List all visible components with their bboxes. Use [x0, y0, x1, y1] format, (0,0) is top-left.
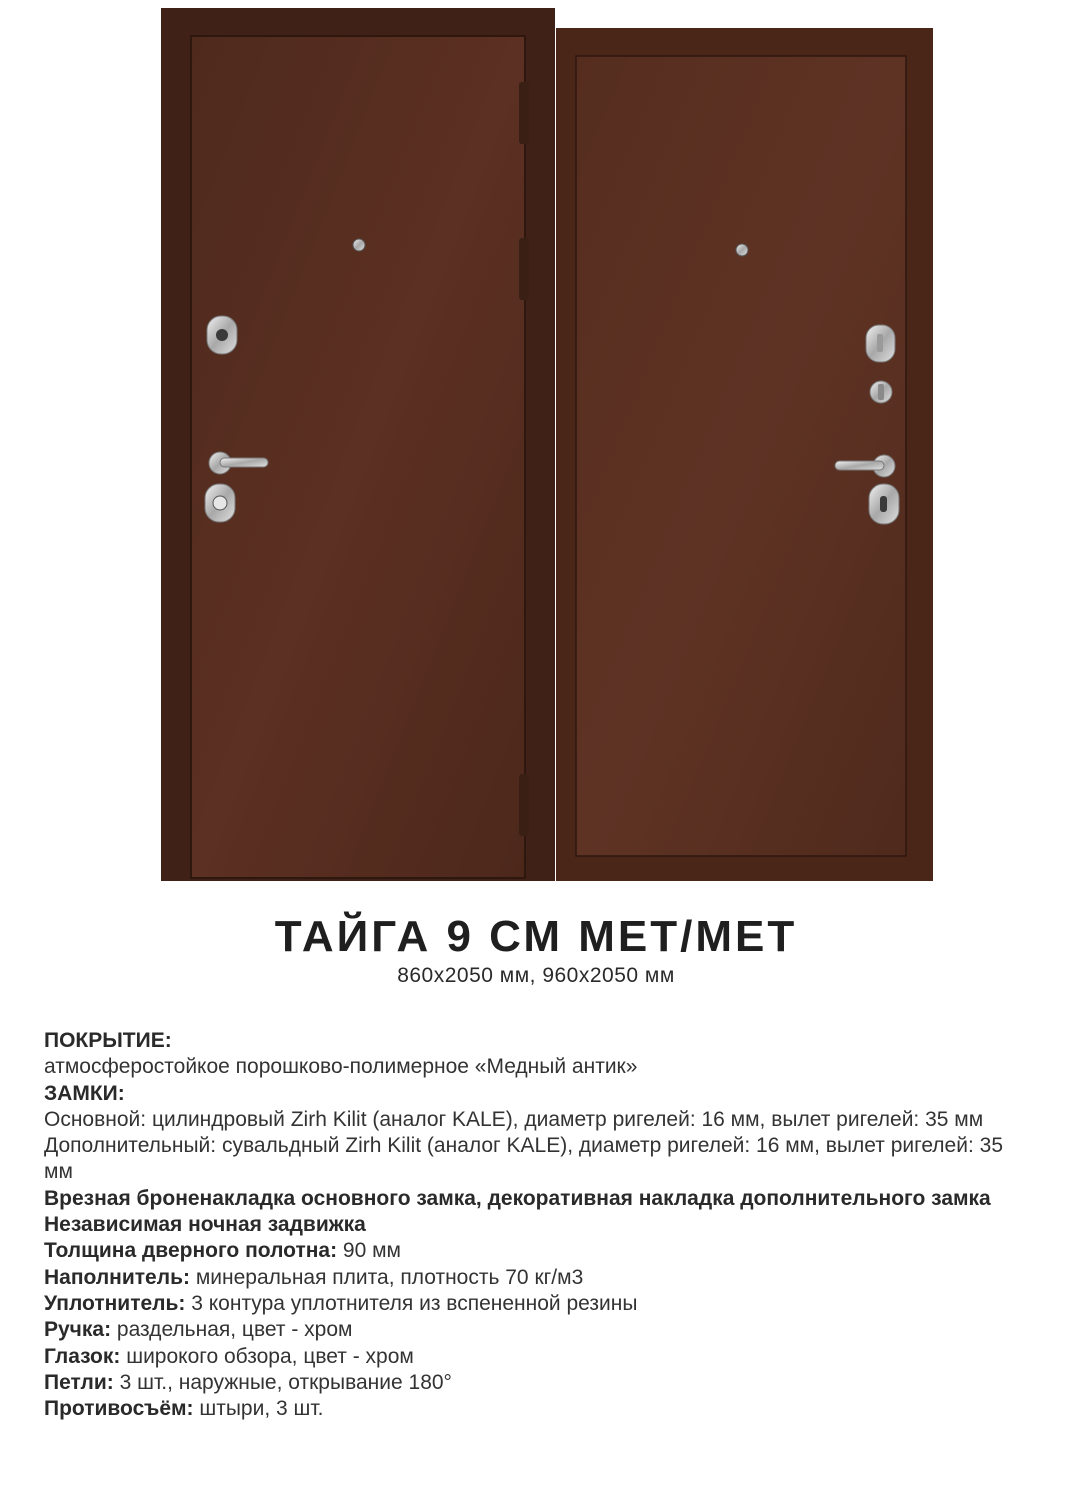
peephole-icon — [736, 244, 748, 256]
night-latch: Независимая ночная задвижка — [44, 1213, 366, 1237]
spec-peephole — [44, 1344, 1034, 1370]
door-leaf — [191, 36, 525, 878]
hinge — [519, 238, 529, 300]
spec-seal — [44, 1291, 1034, 1317]
spec-antiremoval — [44, 1396, 1034, 1422]
hinge — [519, 774, 529, 836]
door-handle — [835, 461, 884, 470]
hinges-value: 3 шт., наружные, открывание 180° — [113, 1370, 452, 1394]
door-handle — [220, 458, 268, 467]
specs-list — [44, 1028, 1034, 1422]
spec-thickness — [44, 1238, 1034, 1264]
locks-label: ЗАМКИ: — [44, 1081, 125, 1105]
hinge — [519, 82, 529, 144]
product-sizes: 860х2050 мм, 960х2050 мм — [397, 964, 675, 987]
antiremoval-label: Противосъём: — [44, 1397, 194, 1421]
coating-label: ПОКРЫТИЕ: — [44, 1029, 172, 1052]
peephole-label: Глазок: — [44, 1344, 121, 1368]
handle-value: раздельная, цвет - хром — [111, 1318, 353, 1342]
lock-main: Основной: цилиндровый Zirh Kilit (аналог KALE), диаметр ригелей: 16 мм, вылет ригелей: 35 мм — [44, 1107, 984, 1131]
handle-label: Ручка: — [44, 1318, 112, 1342]
hinges-label: Петли: — [44, 1370, 114, 1394]
thickness-label: Толщина дверного полотна: — [44, 1239, 338, 1263]
door-leaf — [576, 56, 906, 856]
spec-filler — [44, 1265, 1034, 1291]
antiremoval-value: штыри, 3 шт. — [193, 1397, 324, 1421]
thickness-value: 90 мм — [337, 1239, 401, 1263]
filler-value: минеральная плита, плотность 70 кг/м3 — [189, 1265, 584, 1289]
peephole-value: широкого обзора, цвет - хром — [120, 1344, 414, 1368]
seal-value: 3 контура уплотнителя из вспененной резины — [185, 1291, 638, 1315]
product-title: ТАЙГА 9 СМ МЕТ/МЕТ — [274, 912, 798, 961]
door-outside-view — [161, 8, 555, 881]
lock-extra: Дополнительный: сувальдный Zirh Kilit (аналог KALE), диаметр ригелей: 16 мм, вылет ригелей: 35 мм — [44, 1134, 1003, 1184]
spec-hinges — [44, 1370, 1034, 1396]
seal-label: Уплотнитель: — [44, 1291, 186, 1315]
armor-plate: Врезная броненакладка основного замка, декоративная накладка дополнительного замка — [44, 1186, 991, 1210]
spec-handle — [44, 1317, 1034, 1343]
peephole-icon — [353, 239, 365, 251]
door-inside-view — [556, 28, 933, 881]
coating-value: атмосферостойкое порошково-полимерное «Медный антик» — [44, 1055, 638, 1079]
filler-label: Наполнитель: — [44, 1265, 190, 1289]
